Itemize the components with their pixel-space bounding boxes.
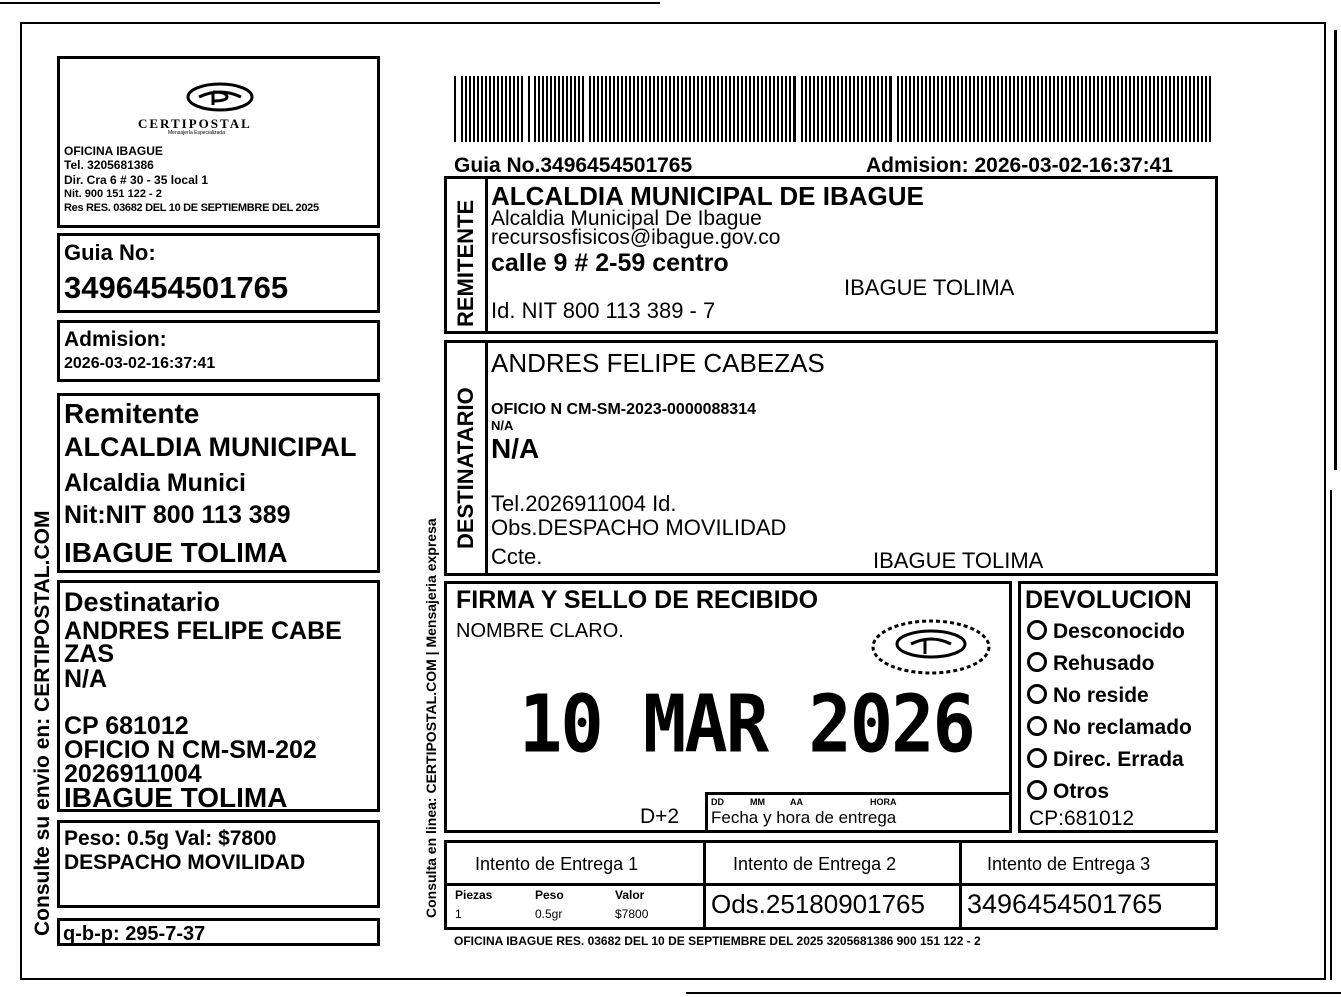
remitente-left-name: ALCALDIA MUNICIPAL — [64, 432, 357, 462]
barcode-bar — [485, 76, 487, 142]
barcode-bar — [562, 76, 564, 142]
option-label: Rehusado — [1053, 652, 1155, 675]
barcode-bar — [574, 76, 576, 142]
barcode-bar — [542, 76, 544, 142]
barcode-bar — [805, 76, 807, 142]
barcode-bar — [701, 76, 703, 142]
barcode-bar — [1149, 76, 1151, 142]
barcode-bar — [538, 76, 540, 142]
barcode-bar — [1037, 76, 1039, 142]
barcode-bar — [1085, 76, 1087, 142]
barcode-bar — [1077, 76, 1079, 142]
barcode-bar — [849, 76, 851, 142]
barcode-bar — [1001, 76, 1003, 142]
barcode-bar — [945, 76, 947, 142]
barcode-bar — [617, 76, 619, 142]
barcode-bar — [865, 76, 867, 142]
fecha-hora: HORA — [870, 797, 897, 807]
office-res: Res RES. 03682 DEL 10 DE SEPTIEMBRE DEL 2025 — [64, 202, 319, 214]
barcode-bar — [1133, 76, 1135, 142]
barcode-bar — [625, 76, 627, 142]
remitente-left-label: Remitente — [64, 398, 200, 429]
barcode-bar — [1165, 76, 1167, 142]
barcode-bar — [901, 76, 903, 142]
barcode-bar — [921, 76, 923, 142]
office-box — [57, 56, 380, 228]
barcode-bar — [1185, 76, 1187, 142]
valor-label: Valor — [615, 888, 645, 902]
destinatario-box — [444, 340, 1218, 576]
firma-box — [444, 581, 1012, 833]
barcode-bar — [817, 76, 819, 142]
barcode-bar — [677, 76, 679, 142]
barcode-bar — [713, 76, 715, 142]
barcode-bar — [501, 76, 503, 142]
barcode-bar — [1177, 76, 1179, 142]
remitente-name: ALCALDIA MUNICIPAL DE IBAGUE — [491, 181, 924, 211]
barcode-bar — [465, 76, 467, 142]
barcode-bar — [933, 76, 935, 142]
barcode-bar — [609, 76, 611, 142]
barcode-bar — [521, 76, 523, 142]
stamp-date: 10 MAR 2026 — [519, 677, 974, 771]
barcode-bar — [697, 76, 699, 142]
barcode-bar — [1033, 76, 1035, 142]
qbp-box — [57, 918, 380, 946]
consulte-side-text: Consulte su envio en: CERTIPOSTAL.COM — [31, 510, 54, 936]
intentos-divider-h — [447, 883, 1215, 886]
barcode-bar — [793, 76, 796, 142]
barcode-bar — [673, 76, 675, 142]
barcode-bar — [1013, 76, 1015, 142]
destinatario-obs: Obs.DESPACHO MOVILIDAD — [491, 515, 787, 540]
barcode-bar — [534, 76, 536, 142]
barcode-bar — [1161, 76, 1163, 142]
barcode-bar — [813, 76, 815, 142]
option-label: Otros — [1053, 780, 1110, 803]
barcode-bar — [789, 76, 791, 142]
barcode-bar — [1053, 76, 1055, 142]
barcode-bar — [969, 76, 971, 142]
barcode-bar — [729, 76, 731, 142]
barcode-bar — [1157, 76, 1159, 142]
barcode-bar — [633, 76, 635, 142]
barcode-bar — [837, 76, 839, 142]
destinatario-left-name1: ANDRES FELIPE CABE — [64, 617, 342, 645]
barcode-bar — [645, 76, 647, 142]
barcode-bar — [821, 76, 823, 142]
barcode-bar — [613, 76, 615, 142]
remitente-tab: REMITENTE — [453, 199, 478, 327]
devolucion-cp: CP:681012 — [1029, 807, 1135, 830]
barcode-bar — [1097, 76, 1099, 142]
fecha-aa: AA — [790, 797, 803, 807]
devolucion-option-rehusado[interactable] — [1027, 652, 1155, 674]
barcode-bar — [709, 76, 711, 142]
barcode-bar — [885, 76, 887, 142]
barcode-bar — [737, 76, 739, 142]
barcode-bar — [1029, 76, 1031, 142]
barcode-bar — [605, 76, 607, 142]
barcode-bar — [454, 76, 456, 142]
barcode-bar — [589, 76, 591, 142]
barcode-bar — [777, 76, 779, 142]
barcode-bar — [889, 76, 892, 142]
fecha-entrega-box — [705, 792, 1011, 832]
destinatario-left-box — [57, 580, 380, 812]
firma-title: FIRMA Y SELLO DE RECIBIDO — [456, 586, 819, 614]
remitente-left-box — [57, 393, 380, 573]
peso-label: Peso — [535, 888, 564, 902]
devolucion-option-desconocido[interactable] — [1027, 620, 1185, 642]
remitente-sub: Alcaldia Municipal De Ibague — [491, 207, 762, 230]
header-admision: Admision: 2026-03-02-16:37:41 — [866, 154, 1173, 177]
barcode-bar — [781, 76, 783, 142]
barcode-bar — [925, 76, 927, 142]
barcode-bar — [601, 76, 603, 142]
barcode-bar — [1105, 76, 1107, 142]
barcode-bar — [1173, 76, 1175, 142]
guia-number: 3496454501765 — [64, 270, 289, 305]
header-guia: Guia No.3496454501765 — [454, 154, 693, 177]
barcode-bar — [717, 76, 719, 142]
barcode-bar — [1021, 76, 1023, 142]
barcode-bar — [905, 76, 907, 142]
barcode-bar — [869, 76, 871, 142]
barcode-bar — [461, 76, 463, 142]
barcode-bar — [853, 76, 855, 142]
barcode-bar — [721, 76, 723, 142]
barcode-bar — [653, 76, 655, 142]
barcode-bar — [757, 76, 759, 142]
destinatario-left-label: Destinatario — [64, 587, 221, 617]
barcode-bar — [469, 76, 471, 142]
barcode-bar — [749, 76, 751, 142]
destinatario-left-cp: CP 681012 — [64, 712, 189, 740]
barcode-bar — [801, 76, 803, 142]
destinatario-oficio: OFICIO N CM-SM-2023-0000088314 — [491, 401, 756, 418]
firma-nombre: NOMBRE CLARO. — [456, 620, 624, 642]
barcode-bar — [1089, 76, 1091, 142]
barcode-bar — [477, 76, 479, 142]
barcode-bar — [570, 76, 572, 142]
barcode-bar — [833, 76, 835, 142]
barcode-bar — [1189, 76, 1191, 142]
barcode-bar — [669, 76, 671, 142]
destinatario-ccte: Ccte. — [491, 544, 543, 569]
consulta-linea-side-text: Consulta en linea: CERTIPOSTAL.COM | Mensajeria expresa — [423, 518, 439, 918]
remitente-left-city: IBAGUE TOLIMA — [64, 537, 288, 568]
devolucion-title: DEVOLUCION — [1025, 586, 1192, 614]
barcode-bar — [1205, 76, 1207, 142]
barcode-bar — [1129, 76, 1131, 142]
barcode-bar — [761, 76, 763, 142]
guia-label: Guia No: — [64, 240, 156, 265]
peso-obs: DESPACHO MOVILIDAD — [64, 851, 306, 874]
devolucion-option-direc-errada[interactable] — [1027, 748, 1184, 770]
barcode-bar — [1125, 76, 1127, 142]
destinatario-left-city: IBAGUE TOLIMA — [64, 782, 288, 813]
barcode-bar — [509, 76, 511, 142]
barcode-bar — [493, 76, 495, 142]
remitente-email: recursosfisicos@ibague.gov.co — [491, 226, 781, 249]
barcode-bar — [1113, 76, 1115, 142]
intentos-divider-v2 — [959, 843, 962, 927]
barcode-bar — [809, 76, 811, 142]
barcode-bar — [685, 76, 687, 142]
barcode-bar — [989, 76, 991, 142]
barcode-bar — [917, 76, 919, 142]
fecha-mm: MM — [750, 797, 765, 807]
scan-mark-right-lower — [1330, 490, 1332, 980]
barcode-bar — [1017, 76, 1019, 142]
destinatario-name: ANDRES FELIPE CABEZAS — [491, 348, 825, 378]
admision-value: 2026-03-02-16:37:41 — [64, 355, 216, 372]
barcode-bar — [957, 76, 959, 142]
scan-line-top — [0, 2, 660, 4]
logo-tagline: Mensajería Especializada — [168, 130, 225, 136]
barcode-bar — [1005, 76, 1007, 142]
guia-bottom: 3496454501765 — [967, 889, 1163, 919]
barcode-bar — [961, 76, 963, 142]
peso-value: 0.5gr — [535, 907, 563, 921]
destinatario-tab: DESTINATARIO — [453, 387, 478, 549]
barcode-icon — [452, 76, 1217, 142]
barcode-bar — [953, 76, 955, 142]
intentos-box — [444, 840, 1218, 930]
devolucion-option-otros[interactable] — [1027, 780, 1109, 802]
barcode-bar — [1065, 76, 1067, 142]
barcode-bar — [1045, 76, 1047, 142]
piezas-value: 1 — [455, 907, 462, 921]
scan-mark-right — [1334, 30, 1337, 470]
barcode-bar — [637, 76, 639, 142]
barcode-bar — [558, 76, 560, 142]
destinatario-left-na: N/A — [64, 665, 108, 693]
radio-circle-icon — [1027, 620, 1047, 640]
barcode-bar — [1093, 76, 1095, 142]
barcode-bar — [1101, 76, 1103, 142]
qbp-code: q-b-p: 295-7-37 — [63, 923, 206, 945]
barcode-bar — [1069, 76, 1071, 142]
barcode-bar — [1009, 76, 1011, 142]
destinatario-left-tel: 2026911004 — [64, 760, 202, 788]
barcode-bar — [1057, 76, 1059, 142]
barcode-bar — [829, 76, 831, 142]
office-dir: Dir. Cra 6 # 30 - 35 local 1 — [64, 173, 209, 187]
admision-label: Admision: — [64, 328, 167, 351]
barcode-bar — [993, 76, 995, 142]
ods-number: Ods.25180901765 — [711, 889, 925, 919]
barcode-bar — [649, 76, 651, 142]
barcode-bar — [1141, 76, 1143, 142]
barcode-bar — [997, 76, 999, 142]
barcode-bar — [1117, 76, 1119, 142]
option-label: Direc. Errada — [1053, 748, 1184, 771]
barcode-bar — [546, 76, 548, 142]
barcode-bar — [657, 76, 659, 142]
barcode-bar — [665, 76, 667, 142]
barcode-bar — [505, 76, 507, 142]
barcode-bar — [497, 76, 499, 142]
barcode-bar — [965, 76, 967, 142]
barcode-bar — [1209, 76, 1211, 142]
barcode-bar — [981, 76, 983, 142]
barcode-bar — [873, 76, 875, 142]
remitente-left-nit: Nit:NIT 800 113 389 — [64, 501, 291, 529]
barcode-bar — [929, 76, 931, 142]
barcode-bar — [578, 76, 580, 142]
barcode-bar — [857, 76, 859, 142]
barcode-bar — [769, 76, 771, 142]
radio-circle-icon — [1027, 684, 1047, 704]
barcode-bar — [977, 76, 979, 142]
barcode-bar — [985, 76, 987, 142]
office-nit: Nit. 900 151 122 - 2 — [64, 188, 162, 200]
barcode-bar — [1109, 76, 1111, 142]
logo-brand: CERTIPOSTAL — [138, 116, 252, 131]
barcode-bar — [937, 76, 939, 142]
option-label: No reside — [1053, 684, 1149, 707]
destinatario-na-big: N/A — [491, 433, 540, 464]
barcode-bar — [566, 76, 568, 142]
piezas-label: Piezas — [455, 888, 493, 902]
barcode-bar — [1025, 76, 1027, 142]
barcode-bar — [1153, 76, 1155, 142]
barcode-bar — [861, 76, 863, 142]
barcode-bar — [973, 76, 975, 142]
office-tel: Tel. 3205681386 — [64, 158, 154, 172]
barcode-bar — [845, 76, 847, 142]
barcode-bar — [629, 76, 631, 142]
barcode-bar — [693, 76, 695, 142]
destinatario-tab-divider — [485, 343, 488, 573]
barcode-bar — [1049, 76, 1051, 142]
radio-circle-icon — [1027, 748, 1047, 768]
barcode-bar — [554, 76, 556, 142]
devolucion-option-no-reside[interactable] — [1027, 684, 1149, 706]
barcode-bar — [733, 76, 735, 142]
admision-box — [57, 320, 380, 382]
barcode-bar — [949, 76, 951, 142]
barcode-bar — [1121, 76, 1123, 142]
remitente-id: Id. NIT 800 113 389 - 7 — [491, 298, 716, 323]
barcode-bar — [909, 76, 911, 142]
barcode-bar — [1145, 76, 1147, 142]
barcode-bar — [517, 76, 519, 142]
destinatario-tel: Tel.2026911004 Id. — [491, 491, 677, 516]
fecha-dd: DD — [711, 797, 724, 807]
remitente-city: IBAGUE TOLIMA — [844, 275, 1015, 300]
barcode-bar — [773, 76, 775, 142]
destinatario-left-oficio: OFICIO N CM-SM-202 — [64, 736, 317, 764]
firma-dplus: D+2 — [640, 805, 680, 828]
barcode-bar — [1061, 76, 1063, 142]
guia-box — [57, 233, 380, 313]
barcode-bar — [1197, 76, 1199, 142]
footer-office: OFICINA IBAGUE RES. 03682 DEL 10 DE SEPTIEMBRE DEL 2025 3205681386 900 151 122 - 2 — [454, 934, 981, 948]
barcode-bar — [941, 76, 943, 142]
barcode-bar — [785, 76, 787, 142]
barcode-bar — [705, 76, 707, 142]
intento-3: Intento de Entrega 3 — [987, 854, 1151, 874]
barcode-bar — [753, 76, 755, 142]
barcode-bar — [550, 76, 552, 142]
barcode-bar — [1181, 76, 1183, 142]
office-name: OFICINA IBAGUE — [64, 144, 163, 158]
peso-box — [57, 820, 380, 908]
barcode-bar — [593, 76, 595, 142]
barcode-bar — [1169, 76, 1171, 142]
remitente-left-sub: Alcaldia Munici — [64, 469, 246, 497]
destinatario-city: IBAGUE TOLIMA — [873, 548, 1044, 573]
barcode-bar — [681, 76, 683, 142]
barcode-bar — [741, 76, 743, 142]
radio-circle-icon — [1027, 716, 1047, 736]
intentos-divider-v1 — [703, 843, 706, 927]
barcode-bar — [528, 76, 530, 142]
barcode-bar — [597, 76, 599, 142]
barcode-bar — [473, 76, 475, 142]
scan-line-bottom — [686, 992, 1341, 994]
barcode-bar — [1201, 76, 1203, 142]
barcode-bar — [1081, 76, 1083, 142]
devolucion-option-no-reclamado[interactable] — [1027, 716, 1192, 738]
barcode-bar — [745, 76, 747, 142]
intento-2: Intento de Entrega 2 — [733, 854, 897, 874]
barcode-bar — [621, 76, 623, 142]
destinatario-na-small: N/A — [491, 418, 514, 433]
barcode-bar — [1041, 76, 1043, 142]
barcode-bar — [1137, 76, 1139, 142]
barcode-bar — [877, 76, 879, 142]
option-label: Desconocido — [1053, 620, 1185, 643]
barcode-bar — [661, 76, 663, 142]
barcode-bar — [1073, 76, 1075, 142]
radio-circle-icon — [1027, 652, 1047, 672]
intento-1: Intento de Entrega 1 — [475, 854, 639, 874]
barcode-bar — [725, 76, 727, 142]
barcode-bar — [689, 76, 691, 142]
stamp-seal-icon — [867, 612, 997, 682]
barcode-bar — [513, 76, 515, 142]
barcode-bar — [897, 76, 899, 142]
barcode-bar — [1193, 76, 1195, 142]
barcode-bar — [913, 76, 915, 142]
remitente-tab-divider — [485, 179, 488, 331]
radio-circle-icon — [1027, 780, 1047, 800]
barcode-bar — [881, 76, 883, 142]
barcode-bar — [641, 76, 643, 142]
valor-value: $7800 — [615, 907, 649, 921]
barcode-bar — [841, 76, 843, 142]
fecha-label: Fecha y hora de entrega — [711, 808, 897, 827]
barcode-bar — [481, 76, 483, 142]
devolucion-box — [1018, 581, 1218, 833]
barcode-bar — [489, 76, 491, 142]
destinatario-left-name2: ZAS — [64, 640, 114, 668]
peso-valor: Peso: 0.5g Val: $7800 — [64, 827, 277, 850]
remitente-address: calle 9 # 2-59 centro — [491, 249, 729, 277]
remitente-box — [444, 176, 1218, 334]
option-label: No reclamado — [1053, 716, 1192, 739]
barcode-bar — [825, 76, 827, 142]
barcode-bar — [765, 76, 767, 142]
barcode-bar — [582, 76, 584, 142]
